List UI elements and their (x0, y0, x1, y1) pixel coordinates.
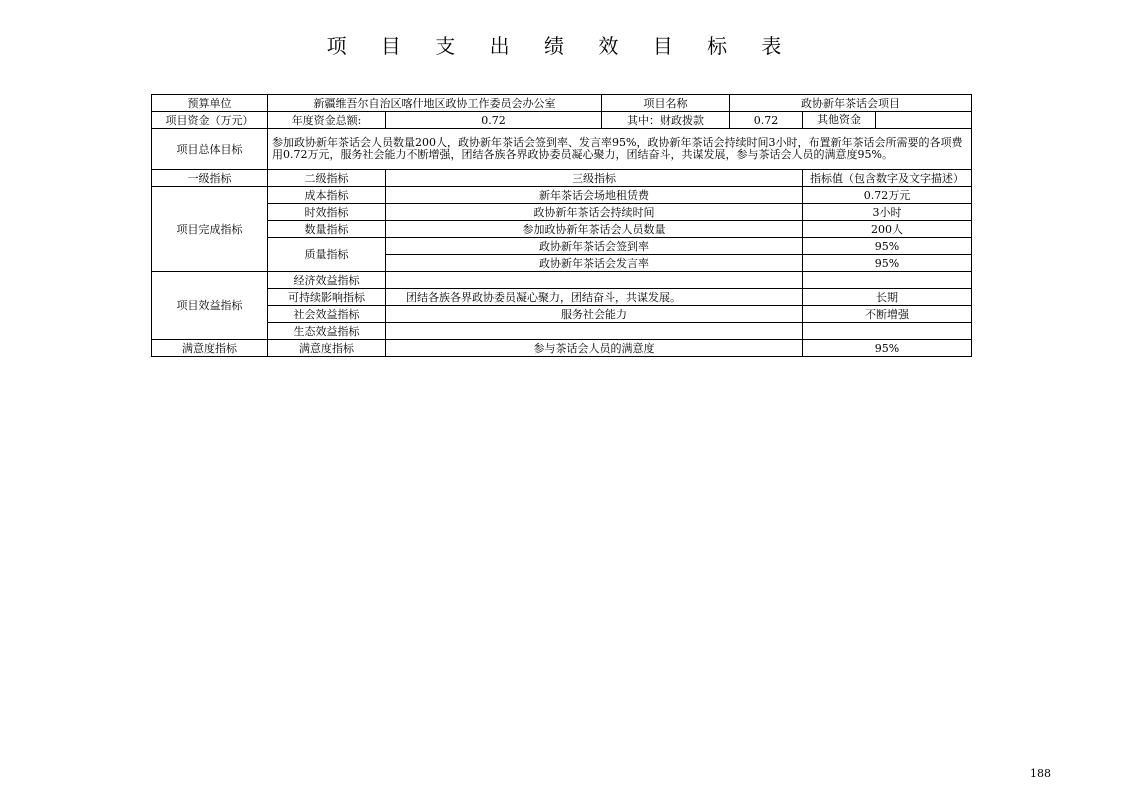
cost-indicator-item: 新年茶话会场地租赁费 (386, 187, 803, 204)
table-row (152, 187, 972, 204)
satisfaction-indicator-label: 满意度指标 (152, 340, 268, 357)
quality-indicator-value-2: 95% (803, 255, 972, 272)
ecological-benefit-label: 生态效益指标 (268, 323, 386, 340)
sustainable-impact-item: 团结各族各界政协委员凝心聚力，团结奋斗，共谋发展。 (386, 289, 803, 306)
quantity-indicator-item: 参加政协新年茶话会人员数量 (386, 221, 803, 238)
quality-indicator-item-1: 政协新年茶话会签到率 (386, 238, 803, 255)
page-number: 188 (1030, 767, 1051, 780)
fiscal-allocation-label: 其中：财政拨款 (602, 112, 730, 129)
budget-unit-label: 预算单位 (152, 95, 268, 112)
social-benefit-value: 不断增强 (803, 306, 972, 323)
table-row (152, 221, 972, 238)
social-benefit-label: 社会效益指标 (268, 306, 386, 323)
fiscal-allocation-value: 0.72 (730, 112, 803, 129)
sustainable-impact-label: 可持续影响指标 (268, 289, 386, 306)
project-name-value: 政协新年茶话会项目 (730, 95, 972, 112)
table-row (152, 323, 972, 340)
quantity-indicator-label: 数量指标 (268, 221, 386, 238)
header-level2: 二级指标 (268, 170, 386, 187)
overall-goal-text: 参加政协新年茶话会人员数量200人，政协新年茶话会签到率、发言率95%，政协新年茶话会持续时间3小时，布置新年茶话会所需要的各项费用0.72万元，服务社会能力不断增强，团结各族各界政协委员凝心聚力，团结奋斗，共谋发展，参与茶话会人员的满意度95%。 (268, 129, 972, 170)
quantity-indicator-value: 200人 (803, 221, 972, 238)
time-indicator-label: 时效指标 (268, 204, 386, 221)
benefit-indicator-label: 项目效益指标 (152, 272, 268, 340)
annual-total-label: 年度资金总额: (268, 112, 386, 129)
performance-goal-table (151, 94, 972, 357)
quality-indicator-item-2: 政协新年茶话会发言率 (386, 255, 803, 272)
social-benefit-item: 服务社会能力 (386, 306, 803, 323)
ecological-benefit-item (386, 323, 803, 340)
economic-benefit-item (386, 272, 803, 289)
table-row-fund (152, 112, 972, 129)
other-fund-value (876, 112, 971, 128)
quality-indicator-value-1: 95% (803, 238, 972, 255)
table-row-overall (152, 129, 972, 170)
page-title: 项 目 支 出 绩 效 目 标 表 (326, 34, 796, 58)
annual-total-value: 0.72 (386, 112, 602, 129)
header-level3: 三级指标 (386, 170, 803, 187)
header-level1: 一级指标 (152, 170, 268, 187)
table-row (152, 204, 972, 221)
budget-unit-value: 新疆维吾尔自治区喀什地区政协工作委员会办公室 (268, 95, 602, 112)
table-row-unit (152, 95, 972, 112)
cost-indicator-label: 成本指标 (268, 187, 386, 204)
project-fund-label: 项目资金（万元） (152, 112, 268, 129)
table-row-header (152, 170, 972, 187)
satisfaction-value: 95% (803, 340, 972, 357)
table-row (152, 289, 972, 306)
table-row (152, 340, 972, 357)
completion-indicator-label: 项目完成指标 (152, 187, 268, 272)
economic-benefit-value (803, 272, 972, 289)
table-row (152, 272, 972, 289)
other-fund-label: 其他资金 (803, 112, 876, 128)
quality-indicator-label: 质量指标 (268, 238, 386, 272)
satisfaction-item: 参与茶话会人员的满意度 (386, 340, 803, 357)
time-indicator-item: 政协新年茶话会持续时间 (386, 204, 803, 221)
sustainable-impact-value: 长期 (803, 289, 972, 306)
economic-benefit-label: 经济效益指标 (268, 272, 386, 289)
satisfaction-sub-label: 满意度指标 (268, 340, 386, 357)
table-row (152, 238, 972, 255)
header-value: 指标值（包含数字及文字描述） (803, 170, 972, 187)
cost-indicator-value: 0.72万元 (803, 187, 972, 204)
ecological-benefit-value (803, 323, 972, 340)
overall-goal-label: 项目总体目标 (152, 129, 268, 170)
other-fund-cell (803, 112, 972, 129)
project-name-label: 项目名称 (602, 95, 730, 112)
table-row (152, 306, 972, 323)
time-indicator-value: 3小时 (803, 204, 972, 221)
